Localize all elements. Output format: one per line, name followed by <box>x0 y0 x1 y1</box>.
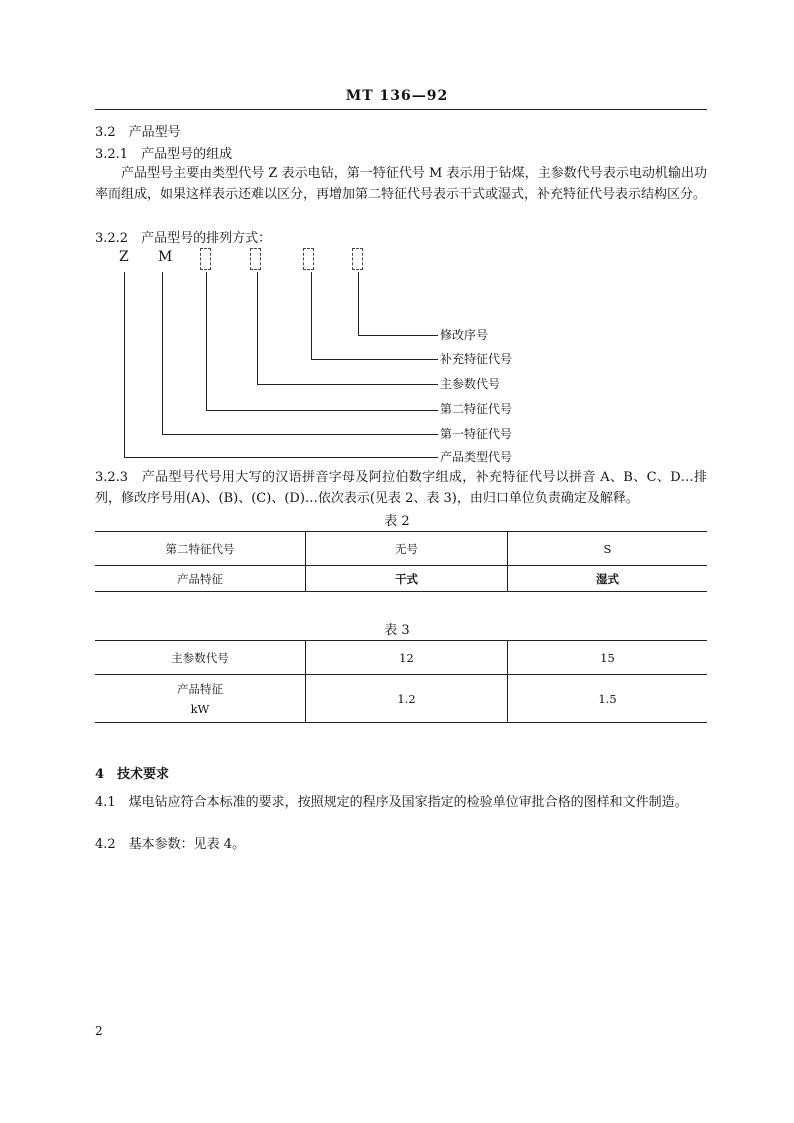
t2-dry: 干式 <box>306 566 508 592</box>
hline-type <box>124 457 438 458</box>
placeholder-box-main-param <box>250 248 261 270</box>
label-main-param: 主参数代号 <box>440 377 501 391</box>
hline-second <box>206 410 438 411</box>
page-number: 2 <box>95 1024 103 1038</box>
table2-caption: 表 2 <box>384 514 410 529</box>
hline-revision <box>358 335 438 336</box>
line-z <box>124 272 125 457</box>
hline-supplement <box>311 359 438 360</box>
label-second-feature: 第二特征代号 <box>440 402 513 416</box>
line-m <box>162 272 163 434</box>
t3-value-1-5: 1.5 <box>598 691 617 706</box>
section-3-2-heading: 3.2 产品型号 <box>95 125 181 140</box>
section-3-2-1-body: 产品型号主要由类型代号 Z 表示电钻，第一特征代号 M 表示用于钻煤，主参数代号表示电动机输出功率而组成，如果这样表示还难以区分，再增加第二特征代号表示干式或湿式，补充特征代号表示结构区分。 <box>95 166 707 202</box>
t3-feature-label-b: kW <box>190 701 210 716</box>
line-supplement <box>311 272 312 359</box>
section-4-2-body: 4.2 基本参数：见表 4。 <box>95 837 246 852</box>
placeholder-box-revision <box>352 248 363 270</box>
t2-header-none: 无号 <box>306 532 508 566</box>
t3-feature-label <box>95 675 306 723</box>
t3-header-12: 12 <box>306 641 508 675</box>
letter-m: M <box>158 249 173 265</box>
section-3-2-1-heading: 3.2.1 产品型号的组成 <box>95 147 233 162</box>
section-4-1-body: 4.1 煤电钻应符合本标准的要求，按照规定的程序及国家指定的检验单位审批合格的图样和文件制造。 <box>95 795 688 810</box>
section-3-2-2-heading: 3.2.2 产品型号的排列方式： <box>95 231 272 246</box>
table-3 <box>95 640 707 723</box>
table3-caption: 表 3 <box>384 623 410 638</box>
t3-header-label: 主参数代号 <box>95 641 306 675</box>
header-rule <box>95 109 707 110</box>
t3-value-1-2: 1.2 <box>306 675 508 723</box>
placeholder-box-supplement <box>303 248 314 270</box>
letter-z: Z <box>119 249 129 265</box>
section-4-heading: 4 技术要求 <box>95 767 170 782</box>
table-2 <box>95 531 707 592</box>
label-supplement: 补充特征代号 <box>440 352 513 366</box>
line-revision <box>358 272 359 335</box>
line-second <box>206 272 207 410</box>
section-3-2-3-body: 3.2.3 产品型号代号用大写的汉语拼音字母及阿拉伯数字组成，补充特征代号以拼音 A、B、C、D…排列，修改序号用(A)、(B)、(C)、(D)…依次表示(见表 2、表 3)，由归口单位负责确定及解释。 <box>95 470 707 506</box>
t3-header-15: 15 <box>600 650 615 665</box>
t2-wet: 湿式 <box>596 571 619 586</box>
label-revision: 修改序号 <box>440 328 489 342</box>
hline-main <box>257 384 438 385</box>
t2-header-label: 第二特征代号 <box>95 532 306 566</box>
document-header: MT 136—92 <box>345 88 449 104</box>
t2-header-s: S <box>603 541 612 556</box>
t3-feature-label-a: 产品特征 <box>177 681 223 696</box>
t2-feature-label: 产品特征 <box>95 566 306 592</box>
hline-first <box>162 434 438 435</box>
label-first-feature: 第一特征代号 <box>440 427 513 441</box>
placeholder-box-second-feature <box>200 248 211 270</box>
line-main <box>257 272 258 384</box>
label-product-type: 产品类型代号 <box>440 450 513 464</box>
